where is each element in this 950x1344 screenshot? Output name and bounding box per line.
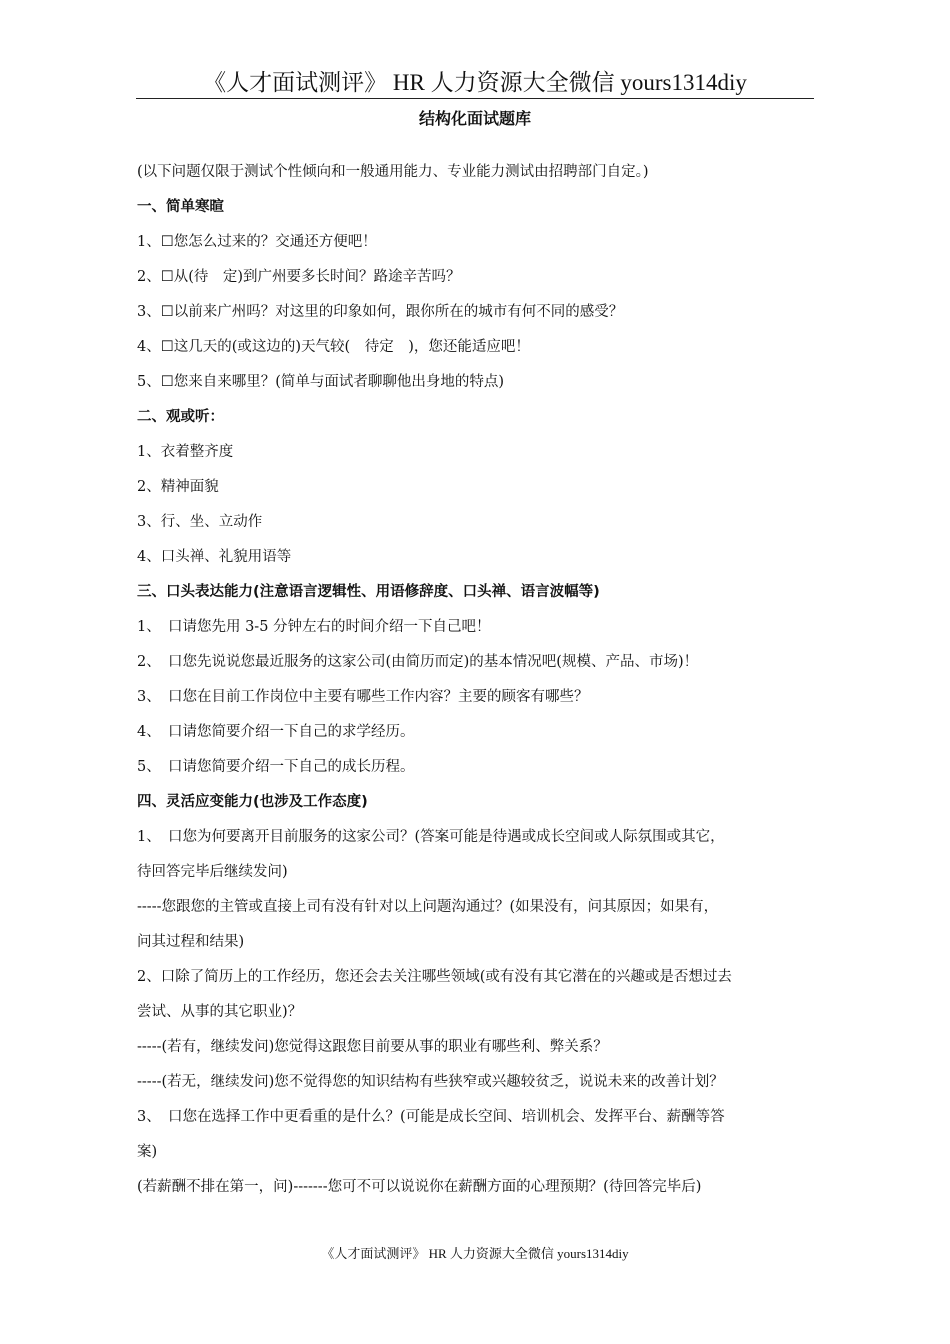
text-line: 2、☐从(待 定)到广州要多长时间？路途辛苦吗？ — [137, 269, 461, 285]
text-line: 待回答完毕后继续发问) — [137, 864, 288, 880]
text-line: 4、 口请您简要介绍一下自己的求学经历。 — [137, 724, 415, 740]
text-line: 2、口除了简历上的工作经历，您还会去关注哪些领域(或有没有其它潜在的兴趣或是否想过去 — [137, 969, 732, 985]
text-line: 3、☐以前来广州吗？对这里的印象如何，跟你所在的城市有何不同的感受？ — [137, 304, 624, 320]
text-line: 3、 口您在目前工作岗位中主要有哪些工作内容？主要的顾客有哪些？ — [137, 689, 589, 705]
text-line: -----您跟您的主管或直接上司有没有针对以上问题沟通过？(如果没有，问其原因；如果有， — [137, 899, 719, 915]
text-line: 问其过程和结果) — [137, 934, 245, 950]
text-line: (若薪酬不排在第一，问)-------您可不可以说说你在薪酬方面的心理预期？(待回答完毕后) — [137, 1179, 702, 1195]
text-line: 4、☐这几天的(或这边的)天气较( 待定 )，您还能适应吧！ — [137, 339, 530, 355]
text-line: 案) — [137, 1144, 158, 1160]
text-line: 1、☐您怎么过来的？交通还方便吧！ — [137, 234, 377, 250]
text-line: 4、口头禅、礼貌用语等 — [137, 549, 292, 565]
text-line: 1、衣着整齐度 — [137, 444, 234, 460]
page-footer: 《人才面试测评》 HR 人力资源大全微信 yours1314diy — [321, 1246, 629, 1261]
text-line: 1、 口您为何要离开目前服务的这家公司？(答案可能是待遇或成长空间或人际氛围或其它， — [137, 829, 725, 845]
header-rule — [136, 98, 814, 99]
section-heading: 一、简单寒暄 — [137, 199, 224, 215]
section-heading: 二、观或听： — [137, 409, 224, 425]
text-line: 3、 口您在选择工作中更看重的是什么？(可能是成长空间、培训机会、发挥平台、薪酬等答 — [137, 1109, 725, 1125]
text-line: (以下问题仅限于测试个性倾向和一般通用能力、专业能力测试由招聘部门自定。) — [137, 164, 649, 180]
text-line: 1、 口请您先用 3-5 分钟左右的时间介绍一下自己吧！ — [137, 619, 491, 635]
section-heading: 四、灵活应变能力(也涉及工作态度) — [137, 794, 368, 810]
text-line: 5、☐您来自来哪里？(简单与面试者聊聊他出身地的特点) — [137, 374, 505, 390]
text-line: 尝试、从事的其它职业)？ — [137, 1004, 303, 1020]
document-title: 结构化面试题库 — [418, 109, 531, 128]
page-header: 《人才面试测评》 HR 人力资源大全微信 yours1314diy — [203, 70, 747, 95]
document-body — [137, 155, 827, 1205]
text-line: -----(若无，继续发问)您不觉得您的知识结构有些狭窄或兴趣较贫乏，说说未来的改善计划？ — [137, 1074, 724, 1090]
text-line: 2、精神面貌 — [137, 479, 219, 495]
text-line: 3、行、坐、立动作 — [137, 514, 263, 530]
text-line: 5、 口请您简要介绍一下自己的成长历程。 — [137, 759, 415, 775]
text-line: -----(若有，继续发问)您觉得这跟您目前要从事的职业有哪些利、弊关系？ — [137, 1039, 608, 1055]
section-heading: 三、口头表达能力(注意语言逻辑性、用语修辞度、口头禅、语言波幅等) — [137, 584, 600, 600]
text-line: 2、 口您先说说您最近服务的这家公司(由简历而定)的基本情况吧(规模、产品、市场)！ — [137, 654, 699, 670]
